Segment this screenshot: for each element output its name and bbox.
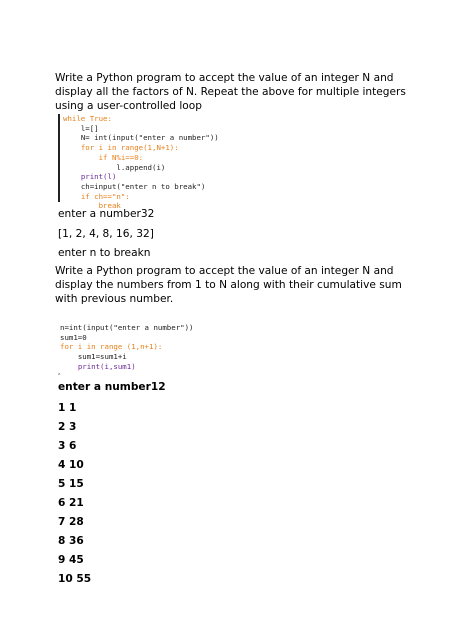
code1-line-3: N= int(input("enter a number")) (80, 133, 219, 143)
code1-line-8: ch=input("enter n to break") (80, 181, 206, 191)
code-block-2 (60, 323, 194, 372)
output1-line-1: enter a number32 (58, 208, 155, 220)
output2-row: 7 28 (58, 516, 84, 528)
output2-row: 1 1 (58, 402, 77, 414)
output2-row: 10 55 (58, 573, 92, 585)
code1-line-2: l=[] (80, 123, 99, 133)
code1-line-7: print(l) (80, 172, 117, 182)
output1-line-3: enter n to breakn (58, 247, 151, 259)
output2-row: 2 3 (58, 421, 77, 433)
output2-row: 6 21 (58, 497, 84, 509)
code-block-1 (58, 114, 219, 211)
question-2-text: Write a Python program to accept the value of an integer N and display the numbers from 1 to N along with their cumulative sum with previous number. (55, 265, 402, 306)
output1-line-2: [1, 2, 4, 8, 16, 32] (58, 228, 154, 240)
code1-line-9: if ch=="n": (80, 191, 130, 201)
code2-line-5: print(i,sum1) (77, 361, 136, 371)
code1-line-10: break (98, 201, 121, 211)
output2-row: 4 10 (58, 459, 84, 471)
code1-line-1: while True: (63, 114, 112, 123)
code1-line-6: l.append(i) (116, 162, 166, 172)
code2-line-2: sum1=0 (60, 332, 87, 342)
code1-line-5: if N%i==0: (98, 152, 144, 162)
question-1-text: Write a Python program to accept the value of an integer N and display all the factors of N. Repeat the above for multiple integers using a user-controlled loop (55, 72, 406, 113)
output2-row: 3 6 (58, 440, 77, 452)
output2-prompt: enter a number12 (58, 381, 166, 393)
code2-line-3: for i in range (1,n+1): (60, 342, 163, 352)
output2-row: 9 45 (58, 554, 84, 566)
stray-mark: , (58, 368, 61, 376)
output2-row: 8 36 (58, 535, 84, 547)
output2-row: 5 15 (58, 478, 84, 490)
code2-line-1: n=int(input("enter a number")) (60, 323, 194, 332)
code2-line-4: sum1=sum1+i (77, 352, 127, 362)
code1-line-4: for i in range(1,N+1): (80, 143, 179, 153)
